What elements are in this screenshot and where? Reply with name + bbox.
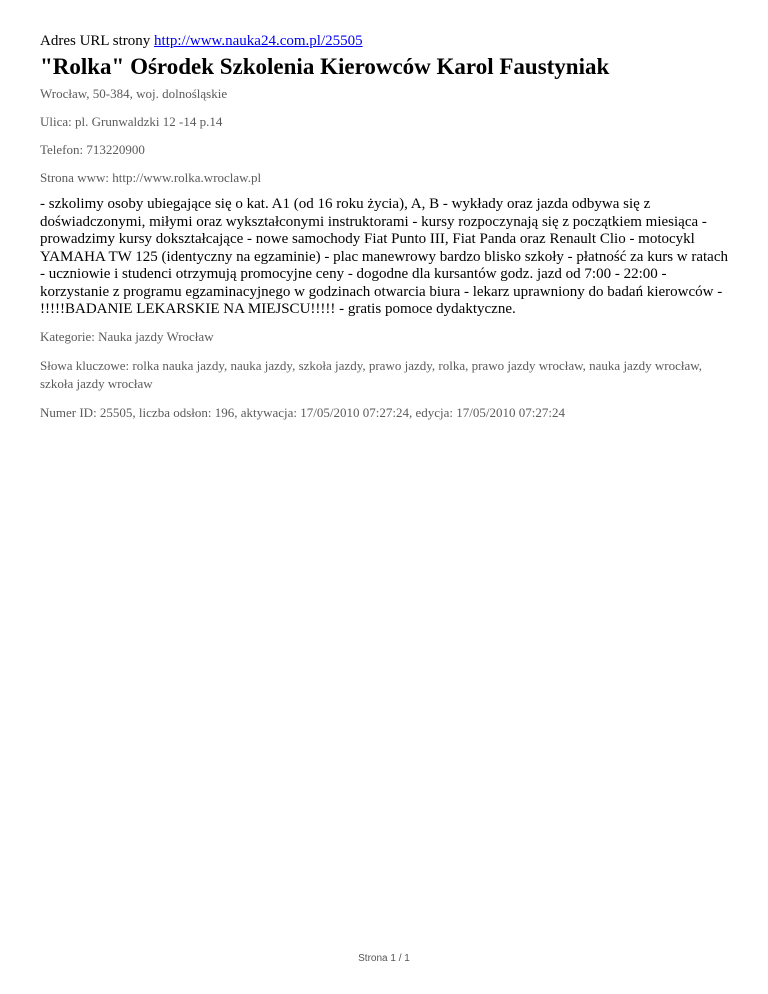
record-info-line: Numer ID: 25505, liczba odsłon: 196, aktywacja: 17/05/2010 07:27:24, edycja: 17/05/2010 07:27:24 [40,404,565,420]
phone-line: Telefon: 713220900 [40,142,145,157]
description: - szkolimy osoby ubiegające się o kat. A1 (od 16 roku życia), A, B - wykłady oraz jazda odbywa się z doświadczonymi, miłymi oraz wykształconymi instruktorami - kursy rozpoczynają się z początkiem miesiąca - prowadzimy kursy dokształcające - nowe samochody Fiat Punto III, Fiat Panda oraz Renault Clio - motocykl YAMAHA TW 125 (identyczny na egzaminie) - plac manewrowy bardzo blisko szkoły - płatność za kurs w ratach - uczniowie i studenci otrzymują promocyjne ceny - dogodne dla kursantów godz. jazd od 7:00 - 22:00 - korzystanie z programu egzaminacyjnego w godzinach otwarcia biura - lekarz uprawniony do badań kierowców - !!!!!BADANIE LEKARSKIE NA MIEJSCU!!!!! - gratis pomoce dydaktyczne. [40,196,728,317]
website-line: Strona www: http://www.rolka.wroclaw.pl [40,170,262,185]
category-line: Kategorie: Nauka jazdy Wrocław [40,328,214,344]
url-prefix: Adres URL strony [40,33,155,49]
page-number-footer: Strona 1 / 1 [358,953,410,964]
street-line: Ulica: pl. Grunwaldzki 12 -14 p.14 [40,114,223,129]
page-title: "Rolka" Ośrodek Szkolenia Kierowców Karol Faustyniak [40,54,610,79]
url-line [40,32,730,50]
page-url-link[interactable]: http://www.nauka24.com.pl/25505 [154,33,363,49]
keywords-line: Słowa kluczowe: rolka nauka jazdy, nauka jazdy, szkoła jazdy, prawo jazdy, rolka, prawo jazdy wrocław, nauka jazdy wrocław, szkoła jazdy wrocław [40,357,703,391]
document-page [40,32,730,421]
city-line: Wrocław, 50-384, woj. dolnośląskie [40,86,228,101]
